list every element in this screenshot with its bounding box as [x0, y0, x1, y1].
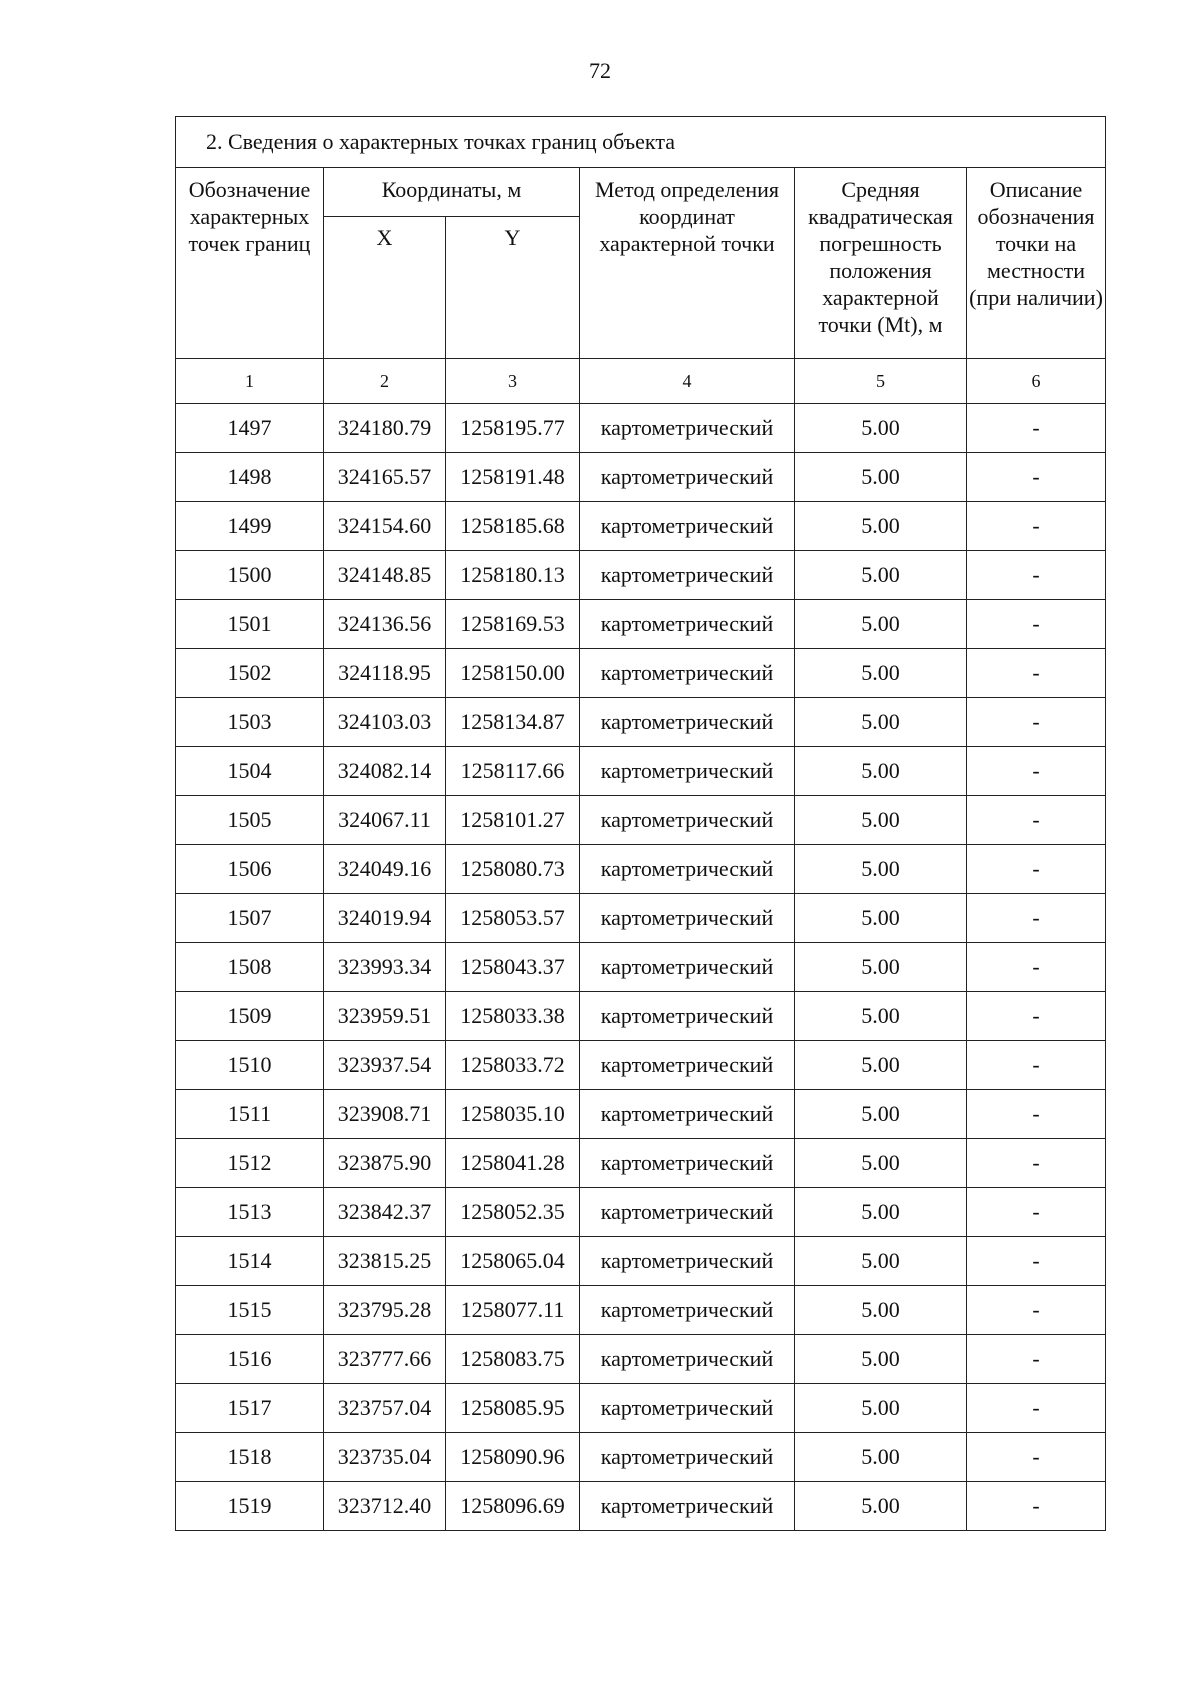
description-cell: - [967, 796, 1106, 845]
y-coordinate-cell: 1258053.57 [446, 894, 580, 943]
y-coordinate-cell: 1258033.38 [446, 992, 580, 1041]
method-cell: картометрический [580, 453, 795, 502]
y-coordinate-cell: 1258090.96 [446, 1433, 580, 1482]
description-cell: - [967, 551, 1106, 600]
column-number: 3 [446, 359, 580, 404]
description-cell: - [967, 992, 1106, 1041]
x-coordinate-cell: 324103.03 [324, 698, 446, 747]
description-cell: - [967, 1286, 1106, 1335]
x-coordinate-cell: 323875.90 [324, 1139, 446, 1188]
y-coordinate-cell: 1258052.35 [446, 1188, 580, 1237]
method-cell: картометрический [580, 943, 795, 992]
description-cell: - [967, 1090, 1106, 1139]
header-method: Метод определения координат характерной точки [580, 168, 795, 359]
x-coordinate-cell: 323777.66 [324, 1335, 446, 1384]
error-cell: 5.00 [795, 992, 967, 1041]
table-row [176, 1335, 1106, 1384]
point-id-cell: 1507 [176, 894, 324, 943]
y-coordinate-cell: 1258085.95 [446, 1384, 580, 1433]
x-coordinate-cell: 324082.14 [324, 747, 446, 796]
description-cell: - [967, 845, 1106, 894]
error-cell: 5.00 [795, 1041, 967, 1090]
table-row [176, 600, 1106, 649]
error-cell: 5.00 [795, 1139, 967, 1188]
x-coordinate-cell: 323842.37 [324, 1188, 446, 1237]
y-coordinate-cell: 1258041.28 [446, 1139, 580, 1188]
method-cell: картометрический [580, 600, 795, 649]
description-cell: - [967, 1237, 1106, 1286]
y-coordinate-cell: 1258065.04 [446, 1237, 580, 1286]
method-cell: картометрический [580, 1482, 795, 1531]
point-id-cell: 1505 [176, 796, 324, 845]
table-row [176, 943, 1106, 992]
x-coordinate-cell: 323993.34 [324, 943, 446, 992]
table-row [176, 649, 1106, 698]
method-cell: картометрический [580, 404, 795, 453]
header-error: Средняя квадратическая погрешность положения характерной точки (Mt), м [795, 168, 967, 359]
error-cell: 5.00 [795, 1384, 967, 1433]
point-id-cell: 1513 [176, 1188, 324, 1237]
method-cell: картометрический [580, 845, 795, 894]
y-coordinate-cell: 1258191.48 [446, 453, 580, 502]
point-id-cell: 1519 [176, 1482, 324, 1531]
y-coordinate-cell: 1258083.75 [446, 1335, 580, 1384]
y-coordinate-cell: 1258150.00 [446, 649, 580, 698]
error-cell: 5.00 [795, 747, 967, 796]
y-coordinate-cell: 1258077.11 [446, 1286, 580, 1335]
x-coordinate-cell: 323937.54 [324, 1041, 446, 1090]
point-id-cell: 1511 [176, 1090, 324, 1139]
error-cell: 5.00 [795, 502, 967, 551]
method-cell: картометрический [580, 1286, 795, 1335]
point-id-cell: 1502 [176, 649, 324, 698]
x-coordinate-cell: 323815.25 [324, 1237, 446, 1286]
table-row [176, 1139, 1106, 1188]
x-coordinate-cell: 323757.04 [324, 1384, 446, 1433]
error-cell: 5.00 [795, 600, 967, 649]
table-row [176, 453, 1106, 502]
header-x: X [324, 217, 446, 359]
error-cell: 5.00 [795, 894, 967, 943]
description-cell: - [967, 1384, 1106, 1433]
point-id-cell: 1509 [176, 992, 324, 1041]
point-id-cell: 1497 [176, 404, 324, 453]
method-cell: картометрический [580, 1335, 795, 1384]
y-coordinate-cell: 1258169.53 [446, 600, 580, 649]
error-cell: 5.00 [795, 1090, 967, 1139]
table-row [176, 502, 1106, 551]
table-row [176, 1384, 1106, 1433]
error-cell: 5.00 [795, 698, 967, 747]
x-coordinate-cell: 323908.71 [324, 1090, 446, 1139]
y-coordinate-cell: 1258080.73 [446, 845, 580, 894]
description-cell: - [967, 1188, 1106, 1237]
point-id-cell: 1516 [176, 1335, 324, 1384]
description-cell: - [967, 1041, 1106, 1090]
point-id-cell: 1510 [176, 1041, 324, 1090]
table-row [176, 1482, 1106, 1531]
table-row [176, 1188, 1106, 1237]
point-id-cell: 1517 [176, 1384, 324, 1433]
description-cell: - [967, 1482, 1106, 1531]
error-cell: 5.00 [795, 796, 967, 845]
point-id-cell: 1518 [176, 1433, 324, 1482]
error-cell: 5.00 [795, 1482, 967, 1531]
method-cell: картометрический [580, 747, 795, 796]
y-coordinate-cell: 1258180.13 [446, 551, 580, 600]
y-coordinate-cell: 1258043.37 [446, 943, 580, 992]
x-coordinate-cell: 324165.57 [324, 453, 446, 502]
header-designation: Обозначение характерных точек границ [176, 168, 324, 359]
description-cell: - [967, 1433, 1106, 1482]
x-coordinate-cell: 324049.16 [324, 845, 446, 894]
x-coordinate-cell: 324067.11 [324, 796, 446, 845]
y-coordinate-cell: 1258096.69 [446, 1482, 580, 1531]
method-cell: картометрический [580, 1384, 795, 1433]
table-row [176, 992, 1106, 1041]
section-title: 2. Сведения о характерных точках границ объекта [176, 117, 1106, 168]
error-cell: 5.00 [795, 943, 967, 992]
y-coordinate-cell: 1258185.68 [446, 502, 580, 551]
column-number: 1 [176, 359, 324, 404]
description-cell: - [967, 943, 1106, 992]
x-coordinate-cell: 323959.51 [324, 992, 446, 1041]
point-id-cell: 1514 [176, 1237, 324, 1286]
y-coordinate-cell: 1258195.77 [446, 404, 580, 453]
description-cell: - [967, 894, 1106, 943]
error-cell: 5.00 [795, 1433, 967, 1482]
method-cell: картометрический [580, 502, 795, 551]
column-number: 6 [967, 359, 1106, 404]
point-id-cell: 1512 [176, 1139, 324, 1188]
method-cell: картометрический [580, 894, 795, 943]
description-cell: - [967, 453, 1106, 502]
header-y: Y [446, 217, 580, 359]
x-coordinate-cell: 324180.79 [324, 404, 446, 453]
table-row [176, 747, 1106, 796]
column-number: 4 [580, 359, 795, 404]
point-id-cell: 1500 [176, 551, 324, 600]
table-row [176, 551, 1106, 600]
x-coordinate-cell: 324136.56 [324, 600, 446, 649]
point-id-cell: 1515 [176, 1286, 324, 1335]
y-coordinate-cell: 1258035.10 [446, 1090, 580, 1139]
method-cell: картометрический [580, 796, 795, 845]
x-coordinate-cell: 324154.60 [324, 502, 446, 551]
error-cell: 5.00 [795, 404, 967, 453]
y-coordinate-cell: 1258117.66 [446, 747, 580, 796]
error-cell: 5.00 [795, 1286, 967, 1335]
error-cell: 5.00 [795, 649, 967, 698]
description-cell: - [967, 1139, 1106, 1188]
method-cell: картометрический [580, 1237, 795, 1286]
method-cell: картометрический [580, 1041, 795, 1090]
table-row [176, 698, 1106, 747]
point-id-cell: 1501 [176, 600, 324, 649]
point-id-cell: 1498 [176, 453, 324, 502]
method-cell: картометрический [580, 551, 795, 600]
error-cell: 5.00 [795, 453, 967, 502]
point-id-cell: 1508 [176, 943, 324, 992]
table-row [176, 894, 1106, 943]
method-cell: картометрический [580, 1433, 795, 1482]
description-cell: - [967, 404, 1106, 453]
error-cell: 5.00 [795, 1188, 967, 1237]
description-cell: - [967, 698, 1106, 747]
table-row [176, 1237, 1106, 1286]
point-id-cell: 1506 [176, 845, 324, 894]
x-coordinate-cell: 324118.95 [324, 649, 446, 698]
table-row [176, 1286, 1106, 1335]
method-cell: картометрический [580, 698, 795, 747]
method-cell: картометрический [580, 992, 795, 1041]
method-cell: картометрический [580, 1090, 795, 1139]
method-cell: картометрический [580, 1139, 795, 1188]
description-cell: - [967, 1335, 1106, 1384]
description-cell: - [967, 649, 1106, 698]
description-cell: - [967, 747, 1106, 796]
page-number: 72 [589, 58, 611, 83]
method-cell: картометрический [580, 649, 795, 698]
column-number: 5 [795, 359, 967, 404]
point-id-cell: 1503 [176, 698, 324, 747]
table-row [176, 1090, 1106, 1139]
table-row [176, 404, 1106, 453]
y-coordinate-cell: 1258033.72 [446, 1041, 580, 1090]
column-number-row [176, 359, 1106, 404]
x-coordinate-cell: 323735.04 [324, 1433, 446, 1482]
header-coordinates: Координаты, м [324, 168, 580, 217]
header-description: Описание обозначения точки на местности (при наличии) [967, 168, 1106, 359]
table-row [176, 1041, 1106, 1090]
table-row [176, 845, 1106, 894]
table-body [176, 404, 1106, 1531]
description-cell: - [967, 502, 1106, 551]
error-cell: 5.00 [795, 551, 967, 600]
column-number: 2 [324, 359, 446, 404]
point-id-cell: 1504 [176, 747, 324, 796]
error-cell: 5.00 [795, 1335, 967, 1384]
table-row [176, 1433, 1106, 1482]
description-cell: - [967, 600, 1106, 649]
y-coordinate-cell: 1258134.87 [446, 698, 580, 747]
y-coordinate-cell: 1258101.27 [446, 796, 580, 845]
x-coordinate-cell: 323795.28 [324, 1286, 446, 1335]
error-cell: 5.00 [795, 845, 967, 894]
table-row [176, 796, 1106, 845]
error-cell: 5.00 [795, 1237, 967, 1286]
x-coordinate-cell: 324019.94 [324, 894, 446, 943]
method-cell: картометрический [580, 1188, 795, 1237]
point-id-cell: 1499 [176, 502, 324, 551]
boundary-points-table [175, 116, 1106, 1531]
x-coordinate-cell: 323712.40 [324, 1482, 446, 1531]
x-coordinate-cell: 324148.85 [324, 551, 446, 600]
